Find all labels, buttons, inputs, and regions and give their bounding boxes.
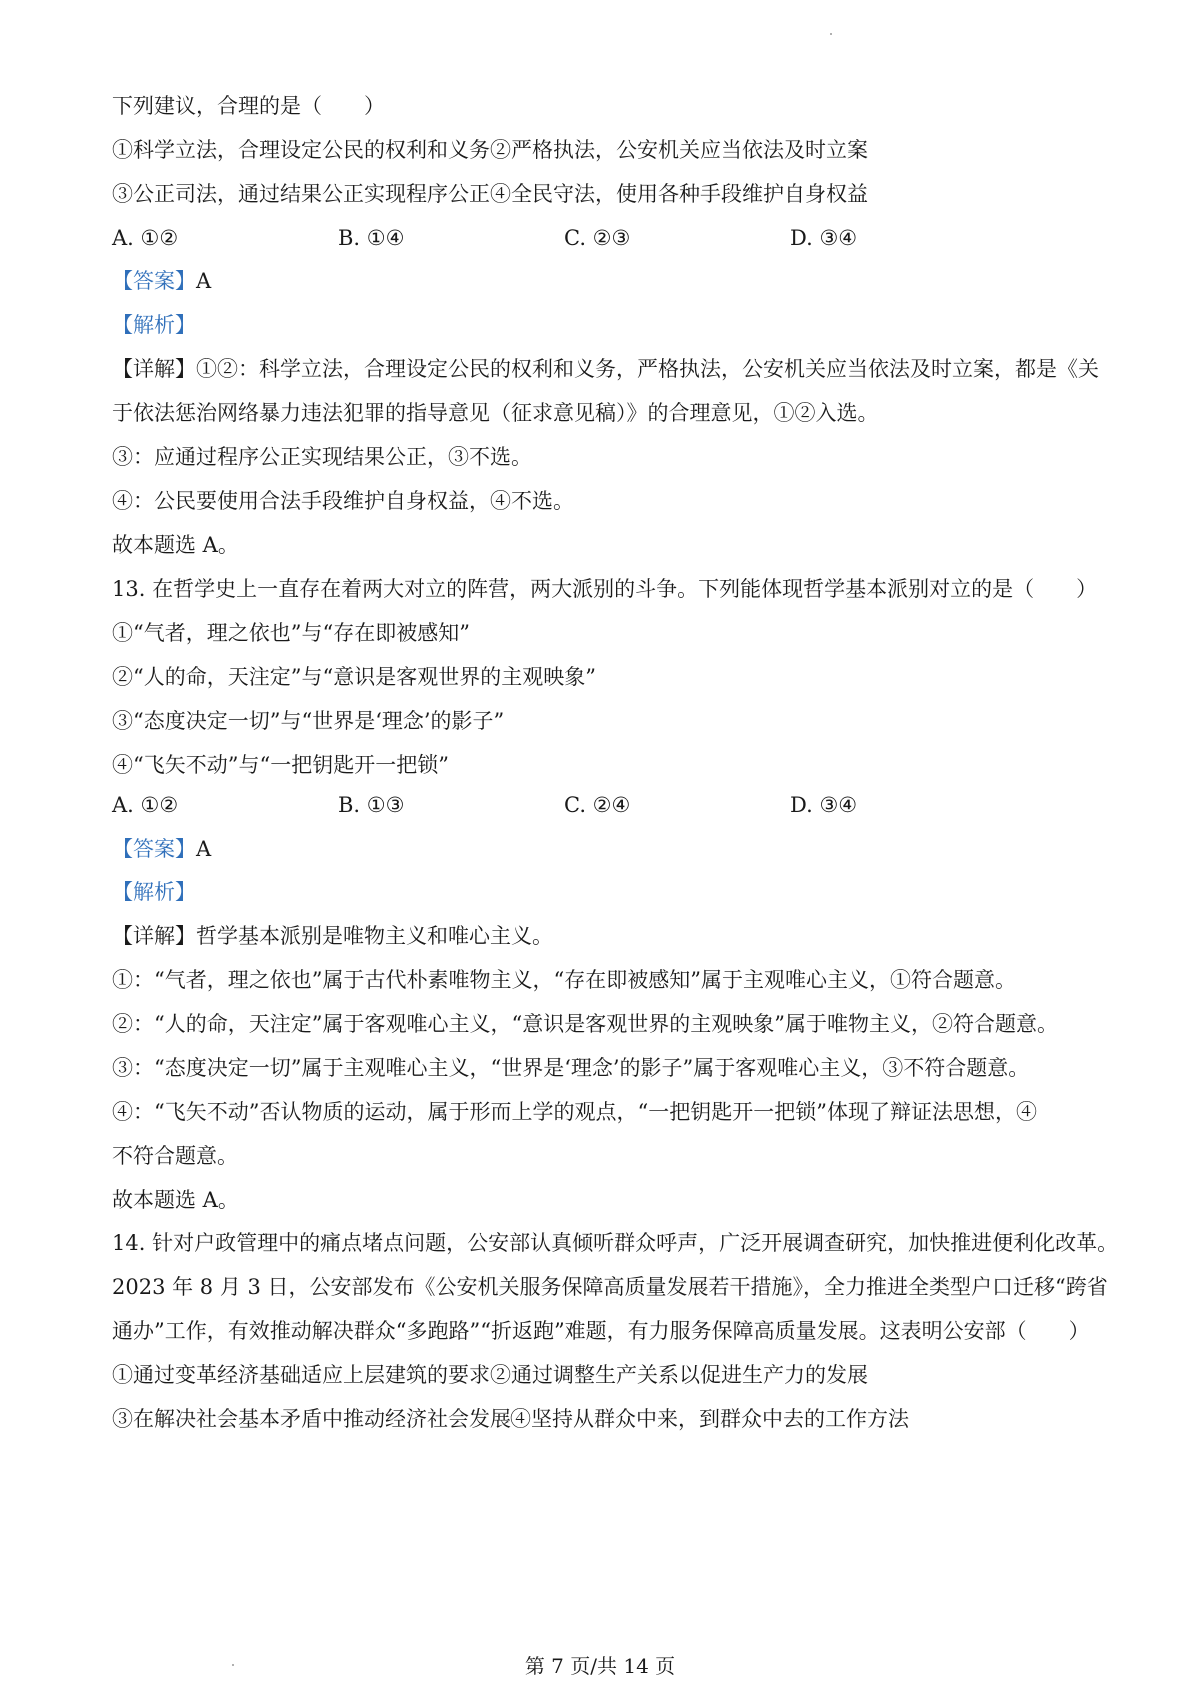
q13-conclusion: 故本题选 A。 bbox=[112, 1188, 239, 1212]
q13-detail-label: 【详解】 bbox=[112, 924, 196, 948]
q14-statement-1: ①通过变革经济基础适应上层建筑的要求 bbox=[112, 1363, 490, 1387]
q12-detail-line-3: ③：应通过程序公正实现结果公正，③不选。 bbox=[112, 445, 532, 469]
q13-option-d: D. ③④ bbox=[790, 793, 858, 817]
q12-answer-label: 【答案】 bbox=[112, 269, 196, 293]
q13-answer-label: 【答案】 bbox=[112, 837, 196, 861]
q13-stem: 13. 在哲学史上一直存在着两大对立的阵营，两大派别的斗争。下列能体现哲学基本派别对立的是（ ） bbox=[112, 577, 1098, 601]
q13-detail-line-3: ②：“人的命，天注定”属于客观唯心主义，“意识是客观世界的主观映象”属于唯物主义，②符合题意。 bbox=[112, 1012, 1058, 1036]
q12-option-b: B. ①④ bbox=[338, 226, 405, 250]
q13-statement-2: ②“人的命，天注定”与“意识是客观世界的主观映象” bbox=[112, 665, 596, 689]
q13-option-a: A. ①② bbox=[112, 793, 179, 817]
q12-statement-2: ②严格执法，公安机关应当依法及时立案 bbox=[490, 138, 868, 162]
q14-statement-2: ②通过调整生产关系以促进生产力的发展 bbox=[490, 1363, 868, 1387]
q12-option-a: A. ①② bbox=[112, 226, 179, 250]
q12-detail-text-1: ①②：科学立法，合理设定公民的权利和义务，严格执法，公安机关应当依法及时立案，都是《关 bbox=[196, 357, 1099, 381]
q13-answer-value: A bbox=[196, 837, 212, 861]
q12-option-c: C. ②③ bbox=[564, 226, 631, 250]
q12-detail-line-1 bbox=[112, 354, 1102, 384]
q12-statement-4: ④全民守法，使用各种手段维护自身权益 bbox=[490, 182, 868, 206]
q12-analysis-label: 【解析】 bbox=[112, 313, 196, 337]
q13-detail-line-1 bbox=[112, 921, 1102, 951]
q14-stem-line-2: 2023 年 8 月 3 日，公安部发布《公安机关服务保障高质量发展若干措施》，全力推进全类型户口迁移“跨省 bbox=[112, 1275, 1108, 1299]
page-footer: 第 7 页/共 14 页 bbox=[524, 1654, 676, 1678]
q13-statement-1: ①“气者，理之依也”与“存在即被感知” bbox=[112, 621, 470, 645]
q12-answer-value: A bbox=[196, 269, 212, 293]
q12-statement-1: ①科学立法，合理设定公民的权利和义务 bbox=[112, 138, 490, 162]
q13-detail-line-6: 不符合题意。 bbox=[112, 1144, 238, 1168]
q13-detail-line-2: ①：“气者，理之依也”属于古代朴素唯物主义，“存在即被感知”属于主观唯心主义，①符合题意。 bbox=[112, 968, 1016, 992]
q12-answer bbox=[112, 266, 1102, 296]
q13-detail-line-4: ③：“态度决定一切”属于主观唯心主义，“世界是‘理念’的影子”属于客观唯心主义，③不符合题意。 bbox=[112, 1056, 1030, 1080]
q14-statement-4: ④坚持从群众中来，到群众中去的工作方法 bbox=[510, 1407, 909, 1431]
q13-statement-4: ④“飞矢不动”与“一把钥匙开一把锁” bbox=[112, 753, 449, 777]
q14-stem-line-1: 14. 针对户政管理中的痛点堵点问题，公安部认真倾听群众呼声，广泛开展调查研究，加快推进便利化改革。 bbox=[112, 1231, 1119, 1255]
q13-answer bbox=[112, 834, 1102, 864]
scan-speck bbox=[232, 1664, 234, 1666]
q12-detail-label: 【详解】 bbox=[112, 357, 196, 381]
q14-statement-3: ③在解决社会基本矛盾中推动经济社会发展 bbox=[112, 1407, 511, 1431]
q12-stem-tail: 下列建议，合理的是（ ） bbox=[112, 94, 385, 118]
q12-conclusion: 故本题选 A。 bbox=[112, 533, 239, 557]
q12-statement-3: ③公正司法，通过结果公正实现程序公正 bbox=[112, 182, 490, 206]
q13-detail-text-1: 哲学基本派别是唯物主义和唯心主义。 bbox=[196, 924, 553, 948]
q13-option-c: C. ②④ bbox=[564, 793, 631, 817]
scan-speck bbox=[830, 33, 832, 35]
q12-option-d: D. ③④ bbox=[790, 226, 858, 250]
q13-analysis-label: 【解析】 bbox=[112, 880, 196, 904]
q13-statement-3: ③“态度决定一切”与“世界是‘理念’的影子” bbox=[112, 709, 505, 733]
q14-stem-line-3: 通办”工作，有效推动解决群众“多跑路”“折返跑”难题，有力服务保障高质量发展。这表明公安部（ ） bbox=[112, 1319, 1090, 1343]
q13-detail-line-5: ④：“飞矢不动”否认物质的运动，属于形而上学的观点，“一把钥匙开一把锁”体现了辩证法思想，④ bbox=[112, 1100, 1037, 1124]
q12-detail-line-2: 于依法惩治网络暴力违法犯罪的指导意见（征求意见稿）》的合理意见，①②入选。 bbox=[112, 401, 879, 425]
q13-option-b: B. ①③ bbox=[338, 793, 405, 817]
q12-detail-line-4: ④：公民要使用合法手段维护自身权益，④不选。 bbox=[112, 489, 574, 513]
